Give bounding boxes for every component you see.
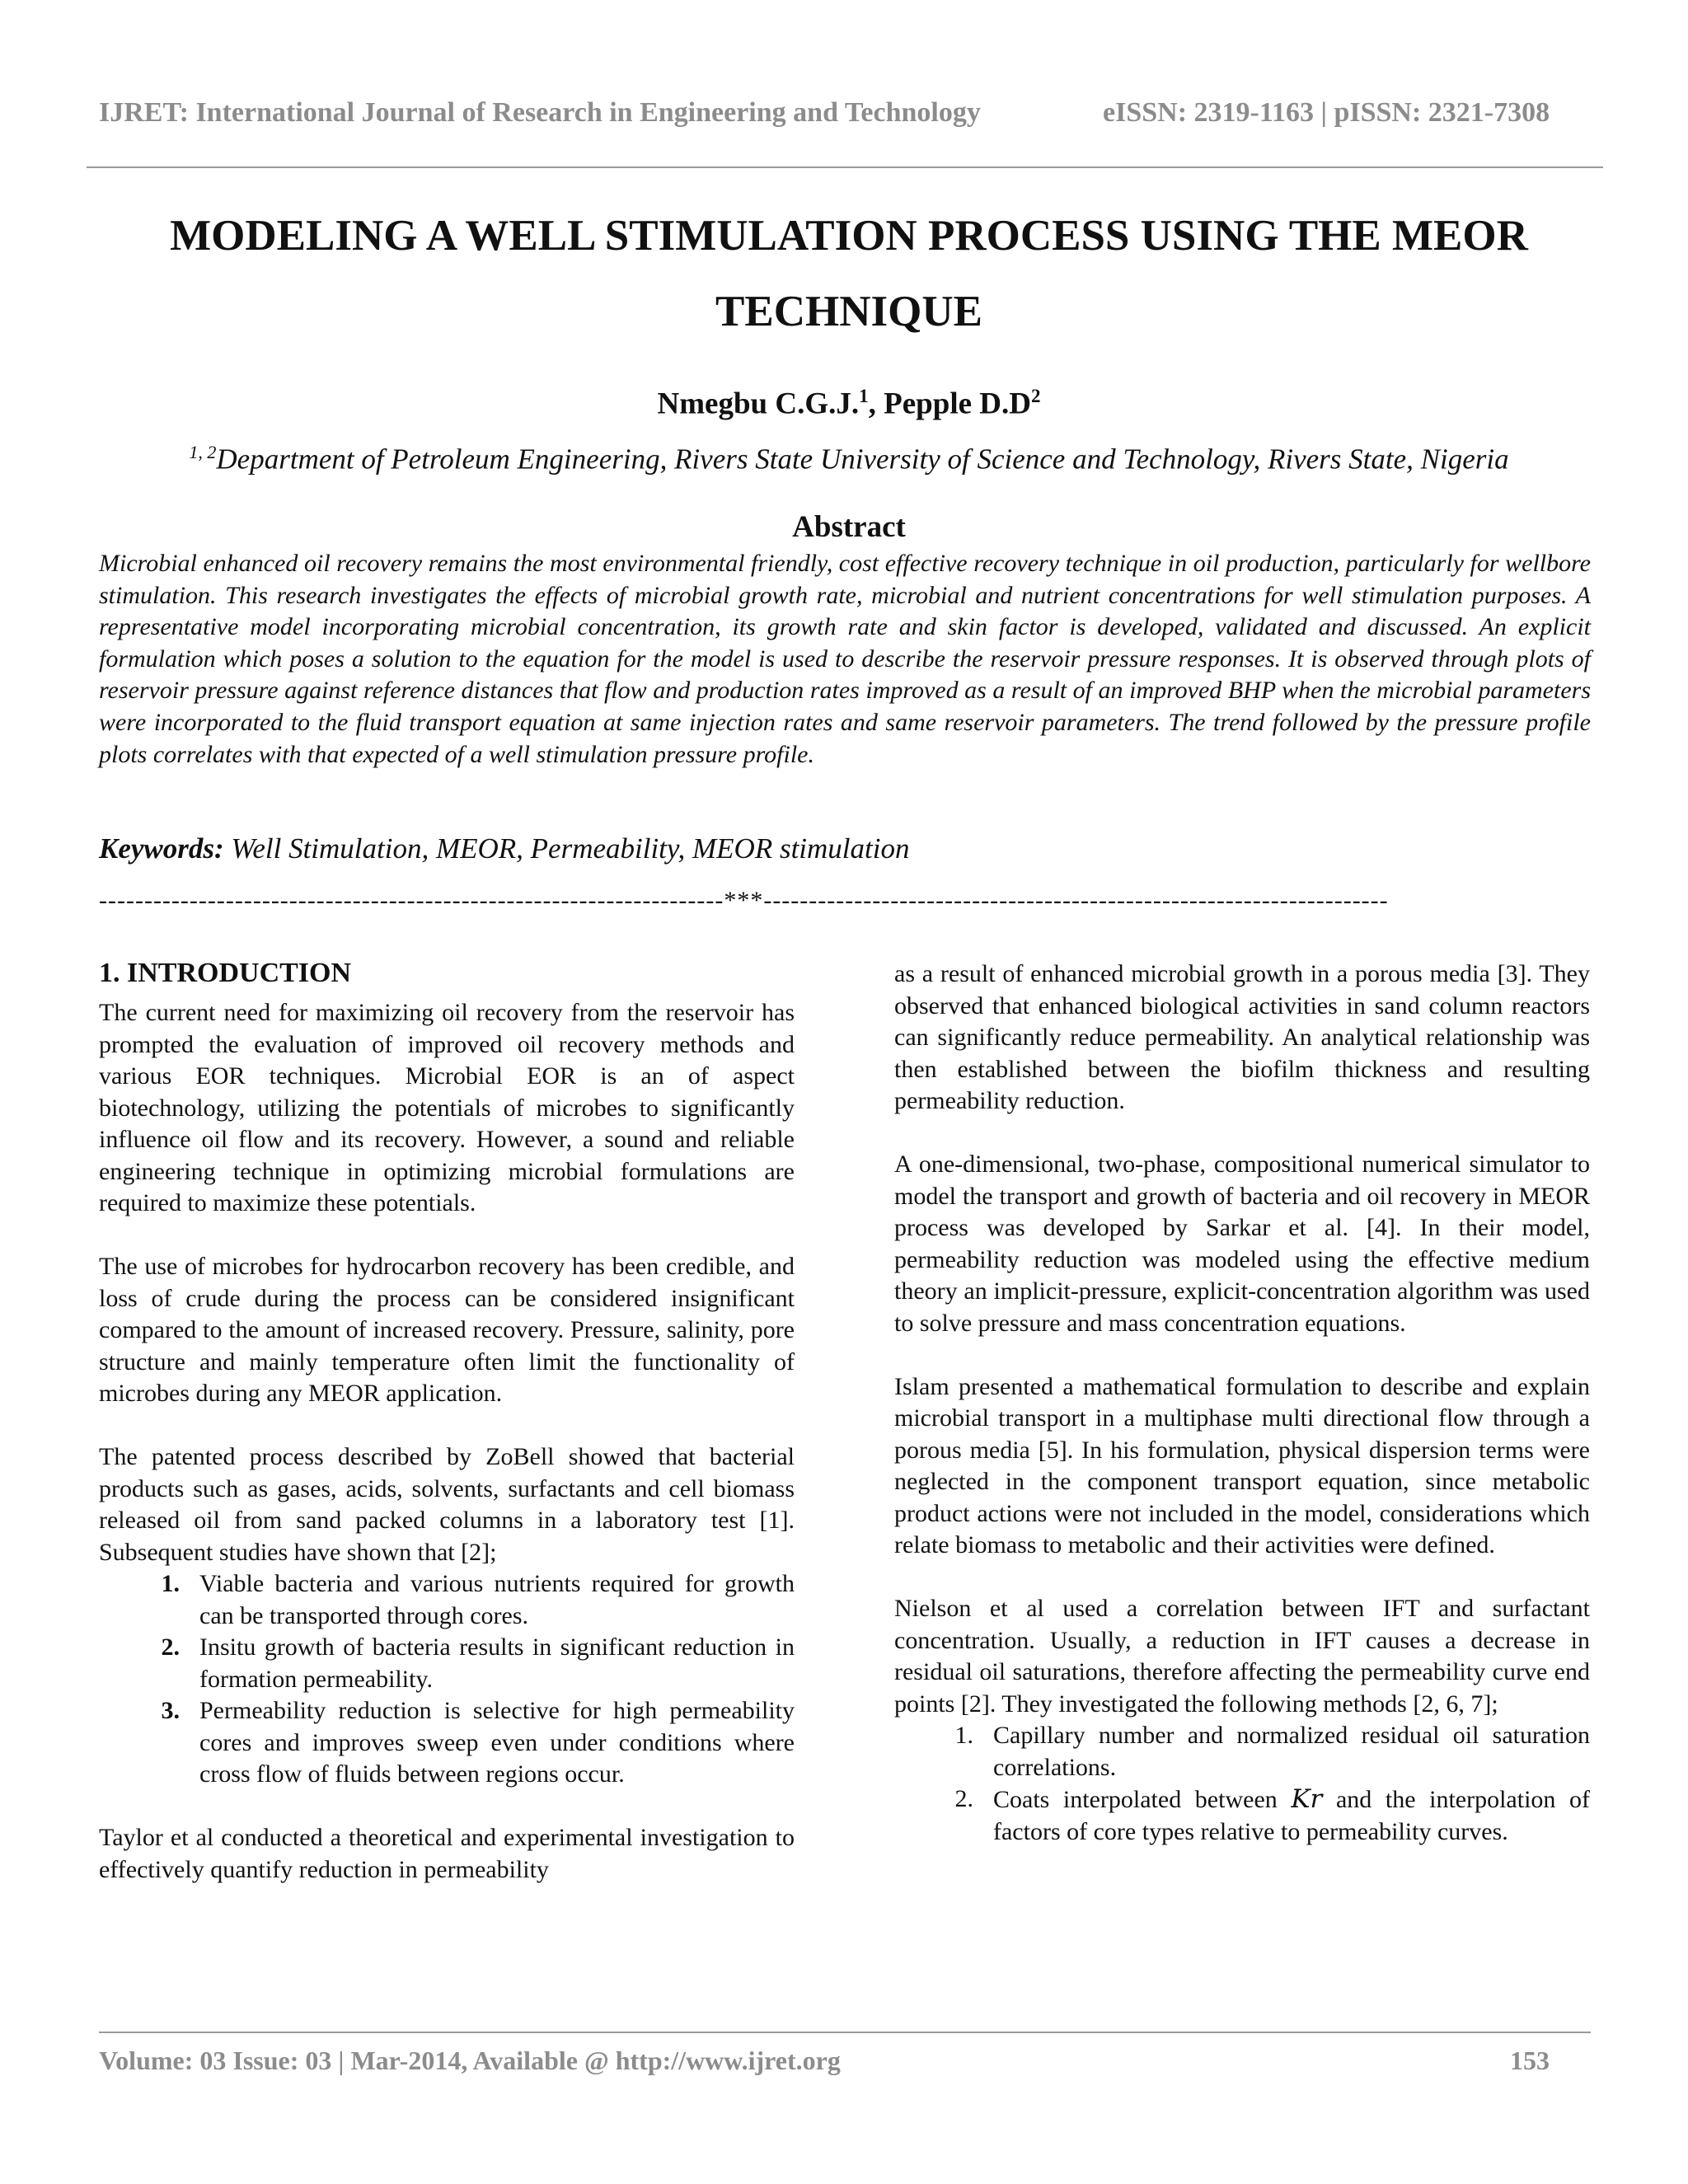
- kr-math-symbol: Kr: [1291, 1784, 1323, 1814]
- left-column: [99, 956, 795, 1918]
- keywords-text: Well Stimulation, MEOR, Permeability, MEOR stimulation: [223, 832, 910, 865]
- abstract-text: Microbial enhanced oil recovery remains the most environmental friendly, cost effective recovery technique in oil production, particularly for wellbore stimulation. This research investigates the effects of microbial growth rate, microbial and nutrient concentrations for well stimulation purposes. A representative model incorporating microbial concentration, its growth rate and skin factor is developed, validated and discussed. An explicit formulation which poses a solution to the equation for the model is used to describe the reservoir pressure responses. It is observed through plots of reservoir pressure against reference distances that flow and production rates improved as a result of an improved BHP when the microbial parameters were incorporated to the fluid transport equation at same injection rates and same reservoir parameters. The trend followed by the pressure profile plots correlates with that expected of a well stimulation pressure profile.: [99, 550, 1591, 768]
- list-text: Insitu growth of bacteria results in significant reduction in formation permeability.: [199, 1633, 795, 1693]
- journal-name: IJRET: International Journal of Research in Engineering and Technology: [99, 97, 981, 128]
- findings-list: [99, 1568, 795, 1791]
- author-line: [99, 386, 1599, 421]
- section-heading-introduction: 1. INTRODUCTION: [99, 958, 352, 988]
- author-1: Nmegbu C.G.J.: [657, 387, 860, 421]
- affiliation-text: Department of Petroleum Engineering, Rivers State University of Science and Technology, Rivers State, Nigeria: [216, 443, 1509, 476]
- paper-title: MODELING A WELL STIMULATION PROCESS USING THE MEOR TECHNIQUE: [170, 212, 1528, 335]
- affiliation: [99, 442, 1599, 476]
- paragraph: Nielson et al used a correlation between IFT and surfactant concentration. Usually, a reduction in IFT causes a decrease in residual oil saturations, therefore affecting the permeability curve end points [2]. They investigated the following methods [2, 6, 7];: [894, 1595, 1590, 1718]
- paragraph: Taylor et al conducted a theoretical and experimental investigation to effectively quantify reduction in permeability: [99, 1824, 795, 1883]
- list-number: 2.: [954, 1785, 973, 1812]
- list-text-pre: Coats interpolated between: [993, 1786, 1292, 1813]
- paragraph: as a result of enhanced microbial growth in a porous media [3]. They observed that enhanced biological activities in sand column reactors can significantly reduce permeability. An analytical relationship was then established between the biofilm thickness and resulting permeability reduction.: [894, 960, 1590, 1114]
- running-footer: [99, 2046, 1591, 2076]
- paragraph: The use of microbes for hydrocarbon recovery has been credible, and loss of crude during the process can be considered insignificant compared to the amount of increased recovery. Pressure, salinity, pore structure and mainly temperature often limit the functionality of microbes during any MEOR application.: [99, 1253, 795, 1407]
- author-separator: ,: [868, 387, 884, 421]
- list-text: [993, 1783, 1590, 1848]
- author-1-affil-mark: 1: [859, 386, 869, 406]
- methods-list: [894, 1720, 1590, 1848]
- paragraph: Islam presented a mathematical formulation to describe and explain microbial transport in a multiphase multi directional flow through a porous media [5]. In his formulation, physical dispersion terms were neglected in the component transport equation, since metabolic product actions were not included in the model, considerations which relate biomass to metabolic and their activities were defined.: [894, 1372, 1590, 1558]
- paragraph: The patented process described by ZoBell showed that bacterial products such as gases, acids, solvents, surfactants and cell biomass released oil from sand packed columns in a laboratory test [1]. Subsequent studies have shown that [2];: [99, 1443, 795, 1566]
- keywords: [99, 832, 1591, 865]
- abstract-heading: Abstract: [792, 510, 906, 544]
- list-number: 2.: [161, 1633, 180, 1661]
- page-number: 153: [1510, 2046, 1550, 2075]
- list-text: Permeability reduction is selective for high permeability cores and improves sweep even under conditions where cross flow of fluids between regions occur.: [199, 1697, 795, 1788]
- list-number: 3.: [161, 1697, 180, 1724]
- list-number: 1.: [954, 1722, 973, 1749]
- author-2: Pepple D.D: [884, 387, 1031, 421]
- keywords-label: Keywords:: [99, 832, 224, 865]
- section-separator: ---------------------------------------------------------------------***---------------------------------------------------------------------: [99, 887, 1389, 914]
- list-item: [99, 1632, 795, 1695]
- list-item: [894, 1783, 1590, 1848]
- list-item: [99, 1695, 795, 1791]
- author-2-affil-mark: 2: [1030, 386, 1041, 406]
- list-text: Viable bacteria and various nutrients required for growth can be transported through cores.: [199, 1570, 795, 1629]
- paragraph: A one-dimensional, two-phase, compositional numerical simulator to model the transport and growth of bacteria and oil recovery in MEOR process was developed by Sarkar et al. [4]. In their model, permeability reduction was modeled using the effective medium theory an implicit-pressure, explicit-concentration algorithm was used to solve pressure and mass concentration equations.: [894, 1151, 1590, 1337]
- list-text: Capillary number and normalized residual oil saturation correlations.: [993, 1722, 1590, 1781]
- issn-info: eISSN: 2319-1163 | pISSN: 2321-7308: [1103, 97, 1550, 128]
- header-rule: [87, 166, 1603, 168]
- affiliation-mark: 1, 2: [189, 442, 217, 462]
- list-item: [894, 1720, 1590, 1783]
- list-text-post: and the interpolation of factors of core types relative to permeability curves.: [993, 1786, 1590, 1845]
- list-number: 1.: [161, 1570, 180, 1597]
- paragraph: The current need for maximizing oil recovery from the reservoir has prompted the evaluation of improved oil recovery methods and various EOR techniques. Microbial EOR is an of aspect biotechnology, utilizing the potentials of microbes to significantly influence oil flow and its recovery. However, a sound and reliable engineering technique in optimizing microbial formulations are required to maximize these potentials.: [99, 999, 795, 1216]
- list-item: [99, 1568, 795, 1632]
- volume-info: Volume: 03 Issue: 03 | Mar-2014, Available @ http://www.ijret.org: [99, 2046, 841, 2075]
- footer-rule: [99, 2032, 1591, 2033]
- right-column: [894, 958, 1590, 1880]
